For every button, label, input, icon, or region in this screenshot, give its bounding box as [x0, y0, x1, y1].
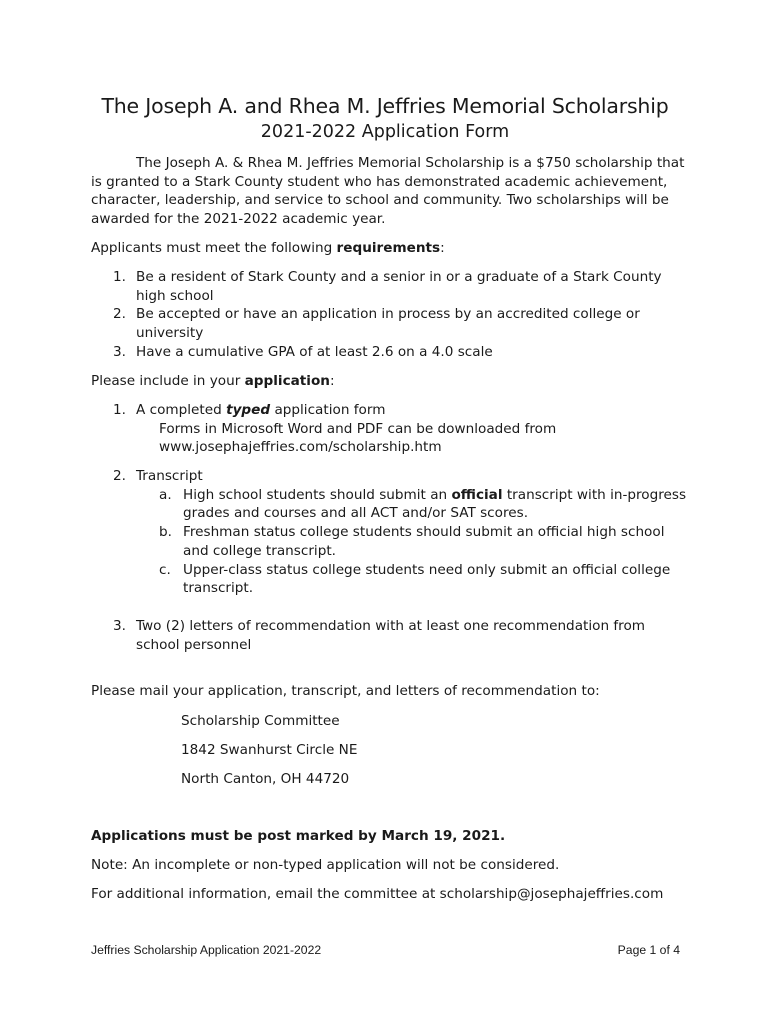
item-text: application form: [270, 402, 386, 418]
application-lead: Please include in your: [91, 373, 245, 389]
page-number: Page 1 of 4: [617, 943, 680, 957]
address-line-2: 1842 Swanhurst Circle NE: [181, 742, 358, 758]
forms-note-line: Forms in Microsoft Word and PDF can be downloaded from: [159, 420, 557, 437]
emphasis-typed: typed: [226, 402, 271, 418]
item-text: Transcript: [136, 468, 203, 484]
list-item: [91, 617, 691, 654]
application-heading: [91, 372, 691, 391]
sub-list-item: [91, 523, 691, 560]
requirements-bold: requirements: [336, 240, 441, 256]
sub-list-item: [91, 486, 691, 523]
address-line-1: Scholarship Committee: [181, 713, 340, 729]
emphasis-official: official: [451, 486, 503, 503]
list-item-text: Have a cumulative GPA of at least 2.6 on a 4.0 scale: [136, 343, 493, 360]
address-line-3: North Canton, OH 44720: [181, 771, 350, 787]
sub-list-letter: a.: [159, 486, 172, 503]
application-item-1: [91, 401, 691, 457]
sub-item-text: High school students should submit an: [183, 486, 452, 503]
application-tail: :: [329, 373, 335, 389]
list-item: [91, 268, 691, 305]
forms-url: www.josephajeffries.com/scholarship.htm: [159, 439, 442, 456]
list-number: 1.: [113, 269, 126, 285]
list-number: 2.: [113, 306, 126, 323]
mail-instructions: Please mail your application, transcript, and letters of recommendation to:: [91, 683, 600, 699]
intro-paragraph: The Joseph A. & Rhea M. Jeffries Memorial Scholarship is a $750 scholarship that is granted to a Stark County student who has demonstrated academic achievement, character, leadership, and service to school and community. Two scholarships will be awarded for the 2021-2022 academic year.: [91, 155, 685, 228]
item-text: A completed: [136, 402, 227, 418]
document-title: The Joseph A. and Rhea M. Jeffries Memorial Scholarship: [101, 94, 669, 118]
sub-list-letter: c.: [159, 561, 171, 578]
list-item: [91, 401, 691, 457]
requirements-list: [91, 268, 691, 362]
list-item: [91, 467, 691, 486]
requirements-lead: Applicants must meet the following: [91, 240, 337, 256]
forms-note: [136, 420, 691, 457]
sub-list-item: [91, 561, 691, 598]
list-number: 1.: [113, 402, 126, 418]
item-text: Two (2) letters of recommendation with at least one recommendation from school personnel: [136, 618, 646, 653]
list-number: 2.: [113, 468, 126, 484]
sub-item-text: Upper-class status college students need only submit an official college transcript.: [183, 561, 671, 597]
footer-left: Jeffries Scholarship Application 2021-2022: [91, 943, 322, 957]
application-bold: application: [244, 373, 330, 389]
sub-item-text: transcript with in-progress grades and courses and all ACT and/or SAT scores.: [183, 486, 687, 522]
sub-list-letter: b.: [159, 524, 172, 541]
application-item-2: [91, 467, 691, 598]
contact-info: For additional information, email the committee at scholarship@josephajeffries.com: [91, 886, 664, 902]
list-item: [91, 305, 691, 342]
document-subtitle: 2021-2022 Application Form: [260, 122, 510, 142]
list-item-text: Be a resident of Stark County and a senior in or a graduate of a Stark County high school: [136, 269, 662, 304]
requirements-heading: [91, 239, 691, 258]
application-item-3: [91, 617, 691, 654]
incomplete-note: Note: An incomplete or non-typed application will not be considered.: [91, 857, 560, 873]
requirements-tail: :: [440, 240, 445, 256]
deadline-notice: Applications must be post marked by March 19, 2021.: [91, 828, 506, 844]
list-number: 3.: [113, 618, 126, 634]
sub-item-text: Freshman status college students should submit an official high school and college transcript.: [183, 524, 665, 559]
list-item-text: Be accepted or have an application in process by an accredited college or university: [136, 306, 640, 342]
list-number: 3.: [113, 343, 126, 360]
list-item: [91, 343, 691, 362]
